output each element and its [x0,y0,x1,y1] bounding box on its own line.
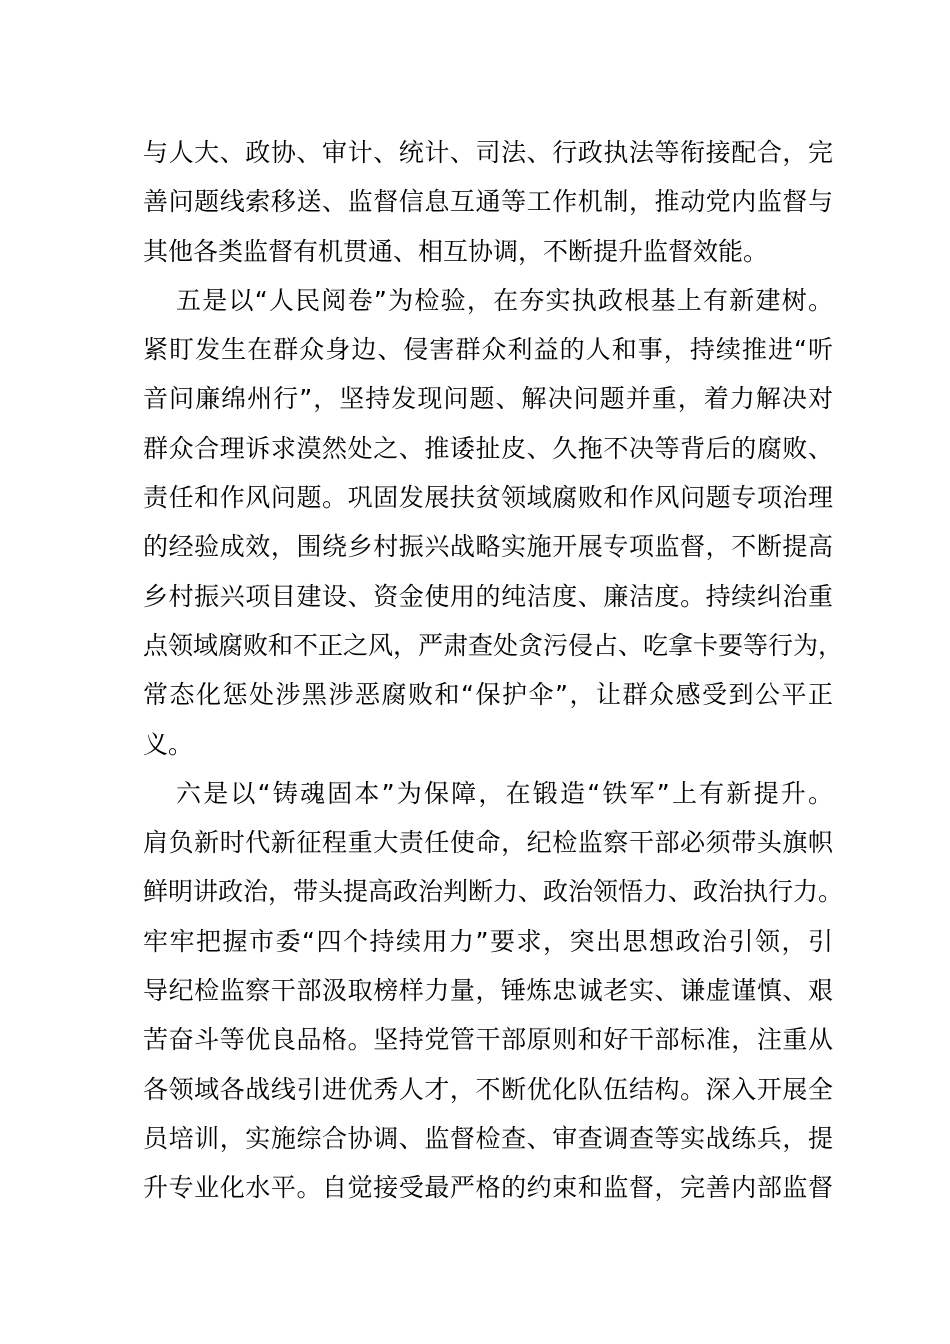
text-line: 牢牢把握市委“四个持续用力”要求，突出思想政治引领，引 [143,926,833,956]
text-line: 肩负新时代新征程重大责任使命，纪检监察干部必须带头旗帜 [143,828,833,858]
text-line: 各领域各战线引进优秀人才，不断优化队伍结构。深入开展全 [143,1074,833,1104]
text-line: 苦奋斗等优良品格。坚持党管干部原则和好干部标准，注重从 [143,1025,833,1055]
body-text [143,128,844,1213]
text-line: 员培训，实施综合协调、监督检查、审查调查等实战练兵，提 [143,1123,833,1153]
text-line: 六是以“铸魂固本”为保障，在锻造“铁军”上有新提升。 [176,778,833,808]
text-line: 的经验成效，围绕乡村振兴战略实施开展专项监督，不断提高 [143,532,833,562]
text-line: 与人大、政协、审计、统计、司法、行政执法等衔接配合，完 [143,138,833,167]
text-line: 五是以“人民阅卷”为检验，在夯实执政根基上有新建树。 [176,285,833,315]
text-line: 其他各类监督有机贯通、相互协调，不断提升监督效能。 [143,236,769,266]
text-line: 点领域腐败和不正之风，严肃查处贪污侵占、吃拿卡要等行为， [143,630,844,660]
text-line: 鲜明讲政治，带头提高政治判断力、政治领悟力、政治执行力。 [143,877,844,907]
text-line: 乡村振兴项目建设、资金使用的纯洁度、廉洁度。持续纠治重 [143,581,833,611]
text-line: 音问廉绵州行”，坚持发现问题、解决问题并重，着力解决对 [143,384,833,414]
text-line: 升专业化水平。自觉接受最严格的约束和监督，完善内部监督 [143,1173,833,1203]
text-line: 善问题线索移送、监督信息互通等工作机制，推动党内监督与 [143,187,833,217]
text-line: 导纪检监察干部汲取榜样力量，锤炼忠诚老实、谦虚谨慎、艰 [143,976,833,1006]
text-line: 常态化惩处涉黑涉恶腐败和“保护伞”，让群众感受到公平正 [143,680,833,710]
text-line: 群众合理诉求漠然处之、推诿扯皮、久拖不决等背后的腐败、 [143,433,833,463]
text-line: 责任和作风问题。巩固发展扶贫领域腐败和作风问题专项治理 [143,483,833,513]
text-line: 义。 [143,729,194,759]
text-line: 紧盯发生在群众身边、侵害群众利益的人和事，持续推进“听 [143,335,833,365]
